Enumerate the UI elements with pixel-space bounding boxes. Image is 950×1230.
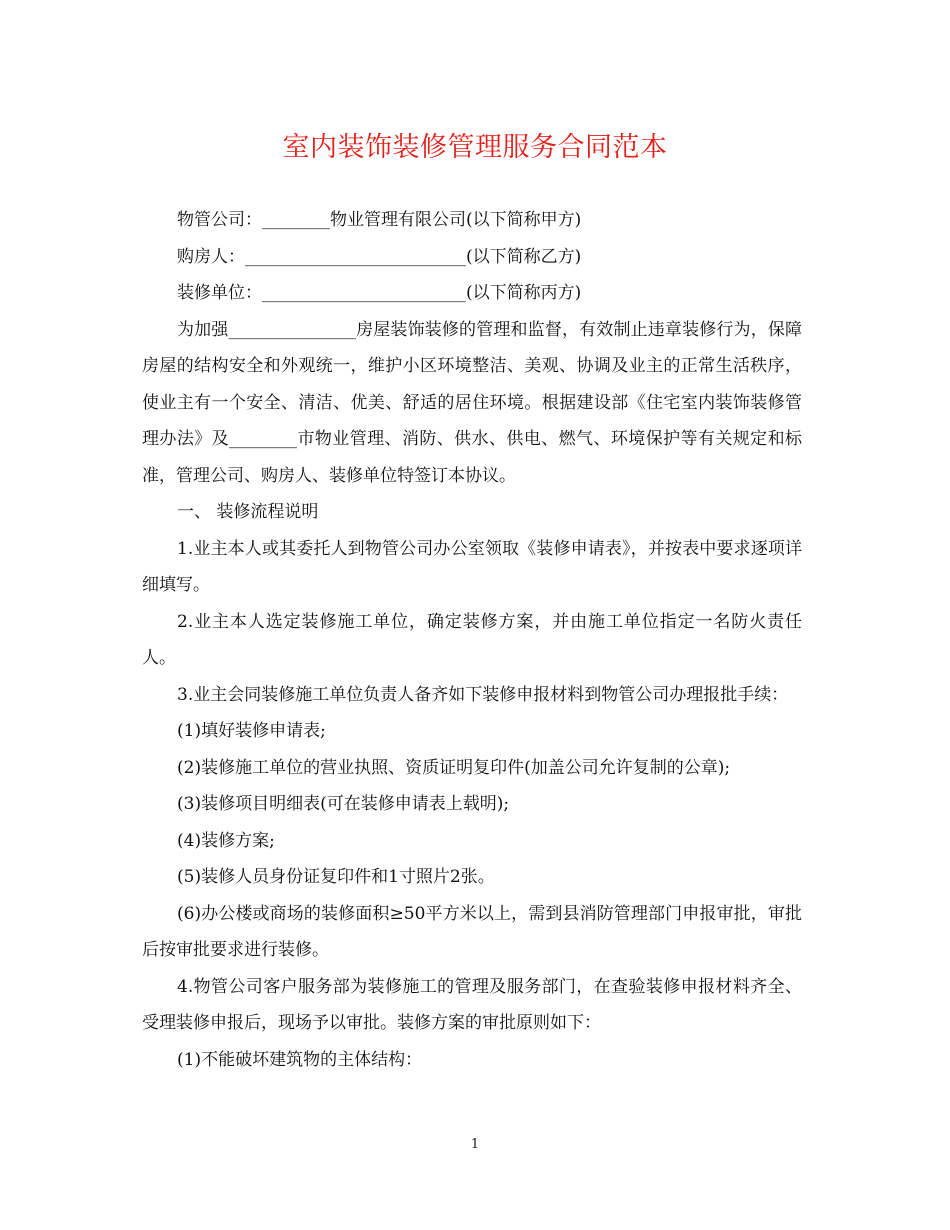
clause-3-item-2: (2)装修施工单位的营业执照、资质证明复印件(加盖公司允许复制的公章); bbox=[177, 757, 731, 778]
clause-3-item-6: (6)办公楼或商场的装修面积≥50平方米以上，需到县消防管理部门申报审批，审批后按审批要求进行装修。 bbox=[142, 903, 802, 960]
clause-3-item-5: (5)装修人员身份证复印件和1寸照片2张。 bbox=[177, 867, 495, 887]
party-b-line: 购房人：__________________________(以下简称乙方) bbox=[177, 246, 582, 267]
clause-4: 4.物管公司客户服务部为装修施工的管理及服务部门，在查验装修申报材料齐全、受理装修申报后，现场予以审批。装修方案的审批原则如下： bbox=[142, 976, 802, 1033]
party-c-line: 装修单位：________________________(以下简称丙方) bbox=[177, 283, 582, 303]
clause-4-item-1: (1)不能破坏建筑物的主体结构： bbox=[177, 1049, 423, 1070]
preamble-paragraph: 为加强_______________房屋装饰装修的管理和监督，有效制止违章装修行为，保障房屋的结构安全和外观统一，维护小区环境整洁、美观、协调及业主的正常生活秩序，使业主有一个安全、清洁、优美、舒适的居住环境。根据建设部《住宅室内装饰装修管理办法》及________市物业管理、消防、供水、供电、燃气、环境保护等有关规定和标准，管理公司、购房人、装修单位特签订本协议。 bbox=[142, 319, 802, 486]
clause-3-item-4: (4)装修方案; bbox=[177, 830, 275, 851]
clause-2: 2.业主本人选定装修施工单位，确定装修方案，并由施工单位指定一名防火责任人。 bbox=[142, 611, 802, 668]
clause-3-item-3: (3)装修项目明细表(可在装修申请表上载明); bbox=[177, 794, 510, 814]
party-a-line: 物管公司：________物业管理有限公司(以下简称甲方) bbox=[177, 210, 582, 230]
section-heading: 一、 装修流程说明 bbox=[177, 502, 319, 522]
clause-1: 1.业主本人或其委托人到物管公司办公室领取《装修申请表》，并按表中要求逐项详细填写。 bbox=[142, 538, 802, 595]
document-body bbox=[142, 202, 802, 1078]
clause-3-item-1: (1)填好装修申请表; bbox=[177, 721, 326, 741]
page-number: 1 bbox=[470, 1137, 480, 1152]
clause-3: 3.业主会同装修施工单位负责人备齐如下装修申报材料到物管公司办理报批手续： bbox=[177, 684, 789, 705]
document-title: 室内装饰装修管理服务合同范本 bbox=[282, 132, 668, 163]
